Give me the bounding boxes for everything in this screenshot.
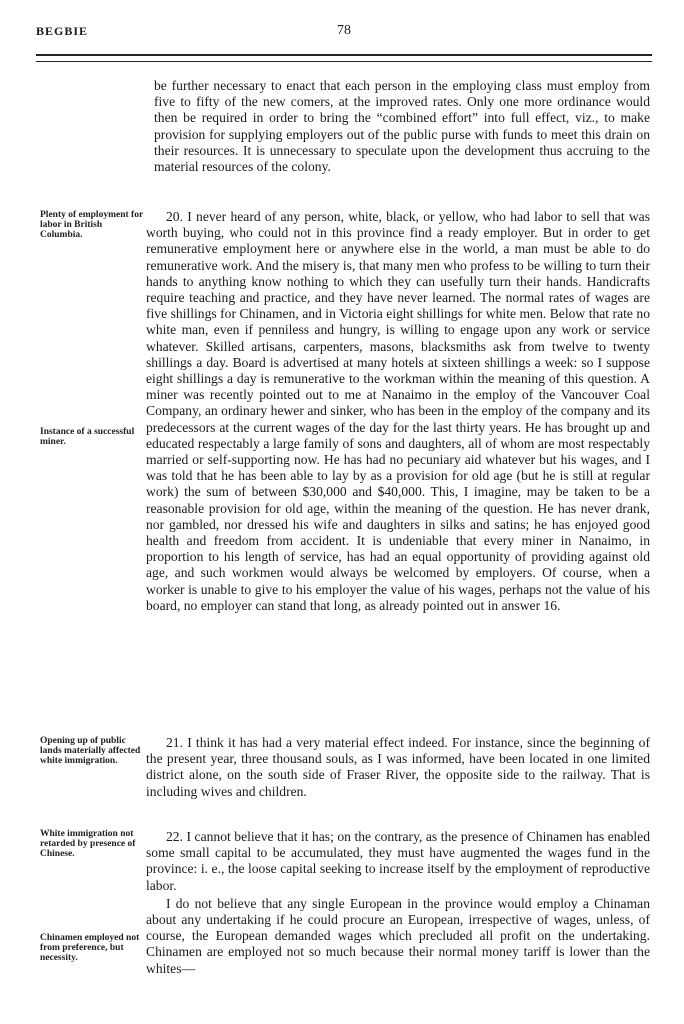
- page-header: [36, 24, 652, 42]
- margin-note-plenty-of-employment: Plenty of employment for labor in British Columbia.: [40, 210, 143, 240]
- answer-22-continued: I do not believe that any single European in the province would employ a Chinaman about any undertaking if he could procure an European, irrespective of wages, unless, of course, the European demanded wages which precluded all profit on the undertaking. Chinamen are employed not so much because their normal money tariff is lower than the whites—: [146, 895, 650, 976]
- answer-21-block: [146, 735, 650, 800]
- paragraph-intro-block: [154, 78, 650, 175]
- answer-20: 20. I never heard of any person, white, black, or yellow, who had labor to sell that was worth buying, who could not in this province find a ready employer. But in order to get remunerative employment here or anywhere else in the world, a man must be able to do remunerative work. And the misery is, that many men who profess to be willing to turn their hands to anything know nothing to which they can usefully turn their hands. Handicrafts require teaching and practice, and they have never learned. The normal rates of wages are five shillings for Chinamen, and in Victoria eight shillings for white men. Below that rate no white man, even if penniless and hungry, is willing to engage upon any work or service whatever. Skilled artisans, carpenters, masons, blacksmiths ask from twelve to twenty shillings a day. Board is advertised at many hotels at sixteen shillings a week: so I suppose eight shillings a day is remunerative to the workman within the meaning of this question. A miner was recently pointed out to me at Nanaimo in the employ of the Vancouver Coal Company, an ordinary hewer and sinker, who has been in the employ of the company and its predecessors at the current wages of the day for the last thirty years. He has brought up and educated respectably a large family of sons and daughters, all of whom are most respectably married or self-supporting now. He has had no pecuniary aid whatever but his wages, and I was told that he has been able to lay by as a provision for old age (but he is still at regular work) the sum of between $30,000 and $40,000. This, I imagine, may be taken to be a reasonable provision for old age, within the meaning of the question. He has never drank, nor gambled, nor dressed his wife and daughters in silks and satins; he has enjoyed good health and freedom from accident. It is undeniable that every miner in Nanaimo, in proportion to his length of service, has had an equal opportunity of providing against old age, and such workmen would always be welcomed by employers. Of course, when a worker is unable to give to his employer the value of his wages, perhaps not the value of his board, no employer can stand that long, as already pointed out in answer 16.: [146, 209, 650, 613]
- margin-note-successful-miner: Instance of a successful miner.: [40, 427, 135, 447]
- running-head: BEGBIE: [36, 24, 89, 38]
- answer-20-block: [146, 209, 650, 614]
- answer-22-block: [146, 829, 650, 977]
- answer-21: 21. I think it has had a very material effect indeed. For instance, since the beginning of the present year, three thousand souls, as I was informed, have been located in one limited district alone, on the south side of Fraser River, the opposite side to the railway. That is including wives and children.: [146, 735, 650, 799]
- margin-note-public-lands: Opening up of public lands materially affected white immigration.: [40, 736, 141, 766]
- paragraph-intro: be further necessary to enact that each person in the employing class must employ from five to fifty of the new comers, at the improved rates. Only one more ordinance would then be required in order to bring the “combined effort” into full effect, viz., to make provision for supplying employers out of the public purse with funds to meet this drain on their resources. It is unnecessary to speculate upon the development thus accruing to the material resources of the colony.: [154, 78, 650, 175]
- header-rule-bottom: [36, 61, 652, 62]
- margin-note-white-immigration: White immigration not retarded by presence of Chinese.: [40, 829, 136, 859]
- page-number: 78: [337, 23, 351, 38]
- answer-22: 22. I cannot believe that it has; on the contrary, as the presence of Chinamen has enabled some small capital to be accumulated, they must have augmented the wages fund in the province: i. e., the loose capital seeking to increase itself by the employment of reproductive labor.: [146, 829, 650, 893]
- header-rule-top: [36, 54, 652, 56]
- margin-note-chinamen-employed: Chinamen employed not from preference, but necessity.: [40, 933, 140, 963]
